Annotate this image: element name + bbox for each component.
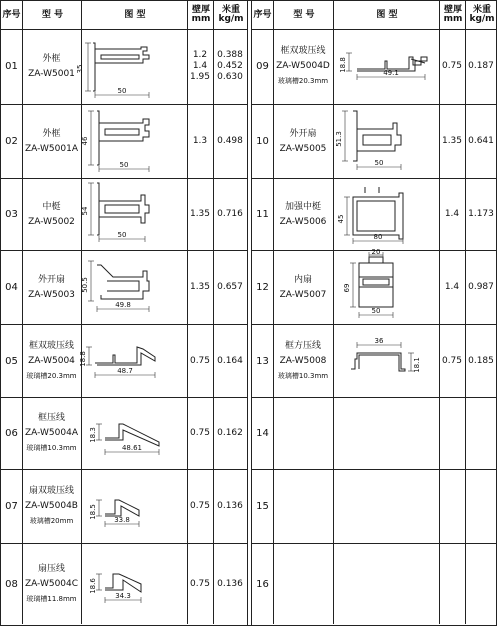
- wall-thickness: [439, 398, 465, 469]
- profile-name: 扇压线: [37, 563, 65, 574]
- model-cell: [273, 251, 333, 324]
- thickness-value: 0.75: [441, 355, 463, 366]
- dimension-label: 18.3: [89, 427, 97, 443]
- dimension-label: 80: [373, 233, 383, 241]
- model-cell: [22, 398, 81, 469]
- table-header: [1, 1, 247, 30]
- weight-per-meter: [213, 179, 247, 250]
- thickness-value: 1.2: [192, 50, 208, 60]
- dimension-label: 18.5: [89, 504, 97, 520]
- weight-per-meter: [213, 470, 247, 543]
- profile-name: 扇双玻压线: [28, 486, 74, 496]
- model-cell: [273, 29, 333, 104]
- thickness-value: 1.35: [189, 209, 211, 219]
- weight-value: 0.136: [217, 578, 243, 589]
- wall-thickness: [187, 105, 213, 178]
- dimension-label: 46: [81, 136, 89, 146]
- model-code: ZA-W5004C: [24, 578, 79, 589]
- weight-value: 1.173: [468, 209, 494, 219]
- dimension-label: 50: [374, 159, 384, 167]
- profile-drawing: [333, 544, 439, 624]
- weight-per-meter: [465, 398, 497, 469]
- dimension-label: 54: [81, 206, 89, 216]
- weight-per-meter: [213, 398, 247, 469]
- wall-thickness: [187, 29, 213, 104]
- left-table: [1, 1, 247, 625]
- header-seq: 序号: [2, 9, 21, 20]
- thickness-value: 0.75: [189, 355, 211, 366]
- weight-per-meter: [213, 544, 247, 624]
- profile-section-diagram: [83, 105, 183, 177]
- profile-drawing: [333, 179, 439, 250]
- dimension-label: 48.61: [121, 444, 143, 452]
- thickness-value: 0.75: [189, 501, 211, 511]
- model-cell: [22, 251, 81, 324]
- weight-per-meter: [465, 544, 497, 624]
- dimension-label: 18.8: [79, 351, 87, 367]
- weight-value: 0.987: [468, 282, 494, 292]
- glass-slot-note: 玻璃槽10.3mm: [277, 371, 329, 380]
- weight-per-meter: [465, 251, 497, 324]
- dimension-label: 33.8: [114, 516, 130, 524]
- model-cell: [273, 325, 333, 397]
- dimension-label: 36: [374, 337, 384, 345]
- model-code: ZA-W5004D: [276, 61, 330, 71]
- profile-drawing: [81, 251, 187, 324]
- weight-value: 0.164: [217, 355, 243, 366]
- weight-value: 0.641: [468, 136, 494, 146]
- profile-name: 外框: [42, 128, 61, 139]
- table-row: [1, 325, 247, 398]
- glass-slot-note: 玻璃槽20.3mm: [277, 77, 329, 85]
- dimension-label: 34.3: [115, 592, 131, 600]
- row-number: 13: [256, 355, 269, 367]
- profile-drawing: [81, 105, 187, 178]
- model-cell: [273, 105, 333, 178]
- wall-thickness: [439, 105, 465, 178]
- table-row: [1, 29, 247, 105]
- dimension-label: 50: [117, 87, 127, 95]
- thickness-value: 0.75: [189, 578, 211, 589]
- profile-drawing: [333, 325, 439, 397]
- model-cell: [22, 29, 81, 104]
- table-row: [1, 179, 247, 251]
- model-cell: [273, 470, 333, 543]
- model-cell: [22, 179, 81, 250]
- wall-thickness: [439, 179, 465, 250]
- profile-section-diagram: [83, 251, 183, 323]
- weight-value: 0.185: [468, 355, 494, 366]
- thickness-value: 1.4: [444, 209, 460, 219]
- header-model: 型 号: [273, 1, 334, 29]
- table-row: [252, 179, 497, 251]
- profile-name: 框双玻压线: [28, 340, 74, 351]
- model-cell: [22, 105, 81, 178]
- table-row: [252, 29, 497, 105]
- profile-name: 框压线: [37, 413, 65, 423]
- weight-per-meter: [465, 470, 497, 543]
- profile-drawing: [81, 179, 187, 250]
- wall-thickness: [439, 470, 465, 543]
- dimension-label: 18.1: [413, 357, 421, 373]
- model-code: ZA-W5001: [28, 68, 75, 79]
- weight-value: 0.716: [217, 209, 243, 219]
- dimension-label: 51.3: [335, 131, 343, 147]
- profile-drawing: [333, 29, 439, 104]
- model-code: ZA-W5004A: [25, 428, 78, 438]
- row-number: 15: [256, 501, 269, 512]
- profile-name: 内扇: [293, 274, 312, 285]
- header-seq: 序号: [253, 9, 272, 20]
- profile-name: 外开扇: [37, 274, 65, 285]
- row-number: 06: [5, 428, 18, 439]
- profile-name: 框方压线: [284, 340, 321, 351]
- profile-section-diagram: [83, 179, 183, 251]
- thickness-value: 1.4: [444, 282, 460, 292]
- table-row: [1, 398, 247, 470]
- row-number: 10: [256, 136, 269, 147]
- wall-thickness: [187, 398, 213, 469]
- wall-thickness: [439, 29, 465, 104]
- dimension-label: 48.7: [117, 367, 133, 375]
- thickness-value: 1.4: [192, 61, 208, 71]
- weight-value: 0.136: [217, 501, 243, 511]
- dimension-label: 35: [76, 64, 84, 74]
- model-cell: [22, 325, 81, 397]
- profile-section-diagram: [83, 398, 183, 470]
- dimension-label: 69: [343, 283, 351, 293]
- row-number: 16: [256, 578, 269, 590]
- row-number: 01: [5, 61, 18, 72]
- model-cell: [273, 179, 333, 250]
- dimension-label: 50: [371, 307, 381, 315]
- model-cell: [22, 544, 81, 624]
- weight-per-meter: [213, 251, 247, 324]
- profile-drawing: [81, 470, 187, 543]
- wall-thickness: [187, 470, 213, 543]
- table-row: [252, 544, 497, 624]
- table-header: [252, 1, 497, 30]
- weight-per-meter: [213, 29, 247, 104]
- row-number: 07: [5, 501, 18, 512]
- model-code: ZA-W5008: [279, 355, 327, 366]
- glass-slot-note: 玻璃槽20.3mm: [26, 371, 77, 380]
- header-drawing: 图 型: [333, 1, 440, 29]
- thickness-value: 1.3: [192, 136, 208, 146]
- row-number: 08: [5, 578, 18, 590]
- weight-per-meter: [465, 179, 497, 250]
- profile-drawing: [333, 248, 439, 324]
- profile-section-diagram: [79, 325, 183, 397]
- profile-name: 外开扇: [289, 128, 317, 139]
- row-number: 14: [256, 428, 269, 439]
- wall-thickness: [187, 544, 213, 624]
- table-row: [252, 470, 497, 544]
- dimension-label: 50: [119, 161, 129, 169]
- table-row: [252, 398, 497, 470]
- weight-per-meter: [465, 105, 497, 178]
- weight-value: 0.187: [468, 61, 494, 71]
- profile-drawing: [81, 544, 187, 624]
- weight-per-meter: [213, 105, 247, 178]
- profile-name: 框双玻压线: [280, 46, 326, 56]
- profile-section-diagram: [83, 470, 183, 542]
- wall-thickness: [439, 251, 465, 324]
- weight-per-meter: [465, 325, 497, 397]
- model-cell: [22, 470, 81, 543]
- dimension-label: 49.1: [383, 69, 399, 77]
- model-cell: [273, 398, 333, 469]
- row-number: 09: [256, 61, 269, 72]
- thickness-value: 0.75: [189, 428, 211, 438]
- dimension-label: 45: [337, 214, 345, 224]
- row-number: 03: [5, 209, 18, 220]
- table-row: [252, 325, 497, 398]
- table-row: [252, 105, 497, 179]
- wall-thickness: [187, 179, 213, 250]
- table-row: [1, 251, 247, 325]
- header-thickness: 壁厚 mm: [187, 1, 214, 29]
- profile-name: 中梃: [42, 201, 61, 212]
- table-row: [1, 544, 247, 624]
- profile-section-diagram: [335, 325, 435, 397]
- thickness-value: 1.95: [189, 72, 211, 82]
- model-code: ZA-W5007: [279, 289, 327, 300]
- profile-drawing: [333, 470, 439, 543]
- glass-slot-note: 玻璃槽20mm: [29, 517, 74, 525]
- model-code: ZA-W5003: [28, 289, 75, 300]
- dimension-label: 50: [117, 231, 127, 239]
- right-table: [251, 1, 497, 625]
- dimension-label: 18.6: [89, 578, 97, 594]
- weight-value: 0.162: [217, 428, 243, 438]
- table-row: [1, 105, 247, 179]
- dimension-label: 18.8: [339, 57, 347, 73]
- profile-section-diagram: [335, 29, 435, 101]
- dimension-label: 49.8: [115, 301, 131, 309]
- wall-thickness: [187, 251, 213, 324]
- model-code: ZA-W5001A: [25, 143, 78, 154]
- row-number: 12: [256, 282, 269, 293]
- row-number: 05: [5, 355, 18, 367]
- header-model: 型 号: [22, 1, 82, 29]
- weight-value: 0.452: [217, 61, 243, 71]
- dimension-label: 20: [371, 248, 381, 256]
- model-code: ZA-W5004: [28, 355, 75, 366]
- weight-value: 0.498: [217, 136, 243, 146]
- profile-section-diagram: [335, 105, 435, 177]
- profile-drawing: [81, 325, 187, 397]
- thickness-value: 0.75: [441, 61, 463, 71]
- model-code: ZA-W5004B: [25, 501, 78, 511]
- weight-value: 0.657: [217, 282, 243, 292]
- profile-section-diagram: [335, 248, 435, 323]
- dimension-label: 50.5: [81, 277, 89, 293]
- weight-value: 0.630: [217, 72, 243, 82]
- wall-thickness: [439, 544, 465, 624]
- row-number: 11: [256, 209, 269, 220]
- header-weight: 米重 kg/m: [213, 1, 248, 29]
- profile-section-diagram: [76, 29, 183, 101]
- row-number: 02: [5, 136, 18, 147]
- weight-per-meter: [213, 325, 247, 397]
- weight-per-meter: [465, 29, 497, 104]
- header-weight: 米重 kg/m: [465, 1, 497, 29]
- model-code: ZA-W5006: [279, 216, 327, 227]
- profile-drawing: [81, 398, 187, 469]
- table-row: [252, 248, 497, 325]
- wall-thickness: [187, 325, 213, 397]
- header-drawing: 图 型: [81, 1, 188, 29]
- profile-drawing: [333, 398, 439, 469]
- wall-thickness: [439, 325, 465, 397]
- weight-value: 0.388: [217, 50, 243, 60]
- model-cell: [273, 544, 333, 624]
- glass-slot-note: 玻璃槽10.3mm: [26, 444, 77, 452]
- model-code: ZA-W5002: [28, 216, 75, 227]
- profile-drawing: [333, 105, 439, 178]
- table-row: [1, 470, 247, 544]
- model-code: ZA-W5005: [279, 143, 327, 154]
- header-thickness: 壁厚 mm: [439, 1, 466, 29]
- profile-name: 外框: [42, 53, 61, 64]
- thickness-value: 1.35: [441, 136, 463, 146]
- profile-section-diagram: [335, 179, 435, 251]
- glass-slot-note: 玻璃槽11.8mm: [26, 594, 77, 603]
- profile-name: 加强中梃: [284, 201, 321, 212]
- profile-section-diagram: [83, 544, 183, 616]
- row-number: 04: [5, 282, 18, 293]
- profile-drawing: [76, 29, 187, 104]
- thickness-value: 1.35: [189, 282, 211, 292]
